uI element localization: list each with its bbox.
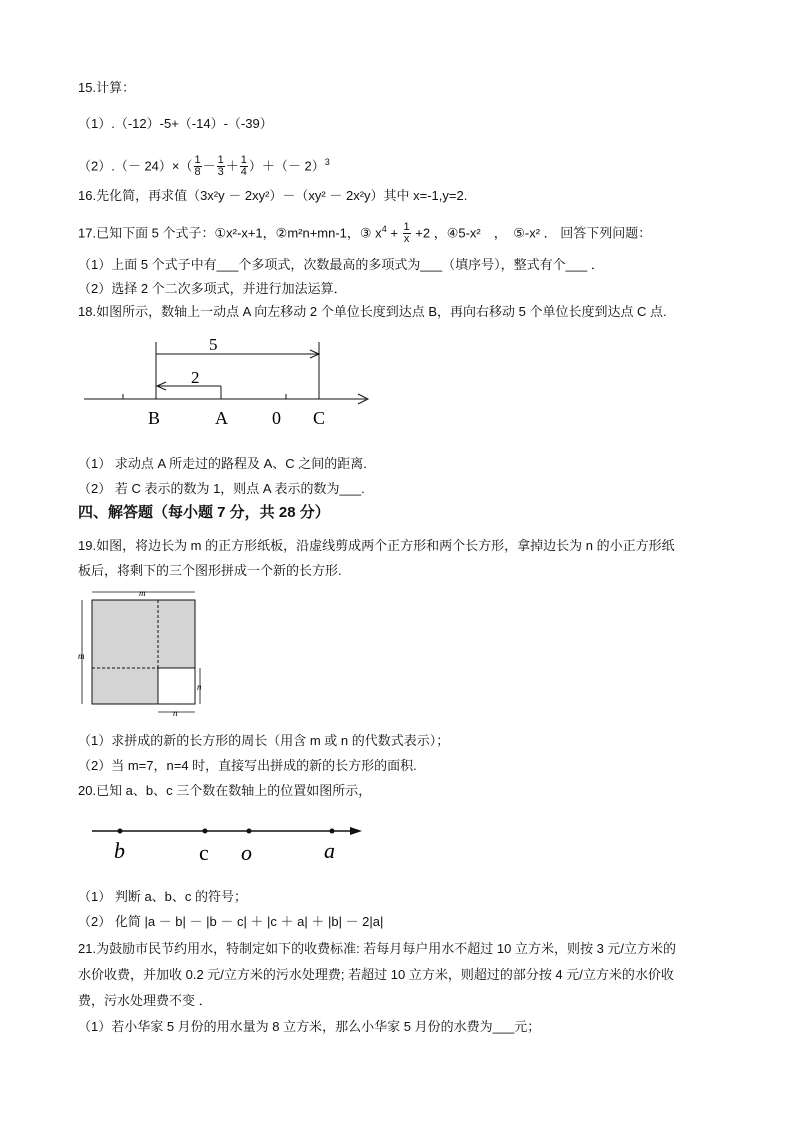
q20-part2: （2） 化简 |a － b| － |b － c| ＋ |c ＋ a| ＋ |b| － 2|a| — [78, 914, 384, 929]
point-label-0: 0 — [272, 408, 281, 428]
q18-title: 18.如图所示，数轴上一动点 A 向左移动 2 个单位长度到达点 B，再向右移动 5 个单位长度到达点 C 点. — [78, 304, 667, 319]
point-a — [330, 829, 335, 834]
q19-square-figure — [78, 588, 218, 723]
side-label-m-left: m — [78, 651, 85, 661]
point-c — [203, 829, 208, 834]
q15-part2: （2）.（－ 24）×（ $\frac{1}{8}$ － $\frac{1}{3}$ ＋ $\frac{1}{4}$ ）＋（－ 2）$^3$ — [78, 154, 330, 179]
point-b — [118, 829, 123, 834]
label-a: a — [324, 838, 335, 863]
q21-part1: （1）若小华家 5 月份的用水量为 8 立方米，那么小华家 5 月份的水费为___元； — [78, 1019, 541, 1034]
q20-number-line-figure — [88, 818, 368, 868]
q17-part1: （1）上面 5 个式子中有___个多项式，次数最高的多项式为___（填序号），整式有个___ ． — [78, 257, 604, 272]
point-o — [247, 829, 252, 834]
q19-part1: （1）求拼成的新的长方形的周长（用含 m 或 n 的代数式表示）； — [78, 733, 450, 748]
fraction: $\frac{1}{3}$ — [217, 154, 224, 179]
length-label-2: 2 — [191, 368, 200, 387]
q17-part2: （2）选择 2 个二次多项式，并进行加法运算． — [78, 281, 347, 296]
label-c: c — [199, 840, 209, 865]
section-heading: 四、解答题（每小题 7 分，共 28 分） — [78, 504, 330, 521]
q21-line3: 费，污水处理费不变 ． — [78, 993, 212, 1008]
q15-part1: （1）.（-12）-5+（-14）-（-39） — [78, 116, 273, 131]
length-label-5: 5 — [209, 335, 218, 354]
label-b: b — [114, 838, 125, 863]
q17-title: 17.已知下面 5 个式子：①x²-x+1，②m²n+mn-1，③ $x^4$ + $\frac{1}{x}$ +2 ，④5-x² ， ⑤-x² ． 回答下列问题： — [78, 221, 652, 246]
q18-part1: （1） 求动点 A 所走过的路程及 A、C 之间的距离. — [78, 456, 367, 471]
q19-line2: 板后，将剩下的三个图形拼成一个新的长方形. — [78, 563, 342, 578]
q18-part2: （2） 若 C 表示的数为 1，则点 A 表示的数为___. — [78, 481, 365, 496]
point-label-A: A — [215, 408, 228, 428]
q19-line1: 19.如图，将边长为 m 的正方形纸板，沿虚线剪成两个正方形和两个长方形，拿掉边长为 n 的小正方形纸 — [78, 538, 675, 553]
fraction: $\frac{1}{x}$ — [403, 221, 410, 246]
q20-title: 20.已知 a、b、c 三个数在数轴上的位置如图所示， — [78, 783, 372, 798]
point-label-B: B — [148, 408, 161, 428]
label-o: o — [241, 840, 252, 865]
q16-text: 16.先化简，再求值（3x²y － 2xy²）－（xy² － 2x²y）其中 x=-1,y=2. — [78, 188, 468, 203]
q20-part1: （1） 判断 a、b、c 的符号； — [78, 889, 248, 904]
side-label-m-top: m — [139, 588, 146, 598]
q21-line2: 水价收费，并加收 0.2 元/立方米的污水处理费; 若超过 10 立方米，则超过的部分按 4 元/立方米的水价收 — [78, 967, 674, 982]
q18-number-line-figure — [78, 334, 378, 434]
side-label-n-bottom: n — [173, 708, 178, 718]
point-label-C: C — [313, 408, 326, 428]
q15-title: 15.计算： — [78, 80, 136, 95]
q15-part2-pre: （2）.（－ 24）×（ — [78, 158, 193, 174]
side-label-n-right: n — [197, 682, 202, 692]
fraction: $\frac{1}{8}$ — [194, 154, 201, 179]
q19-part2: （2）当 m=7，n=4 时，直接写出拼成的新的长方形的面积. — [78, 758, 417, 773]
q21-line1: 21.为鼓励市民节约用水，特制定如下的收费标准: 若每月每户用水不超过 10 立方米，则按 3 元/立方米的 — [78, 941, 677, 956]
fraction: $\frac{1}{4}$ — [240, 154, 247, 179]
